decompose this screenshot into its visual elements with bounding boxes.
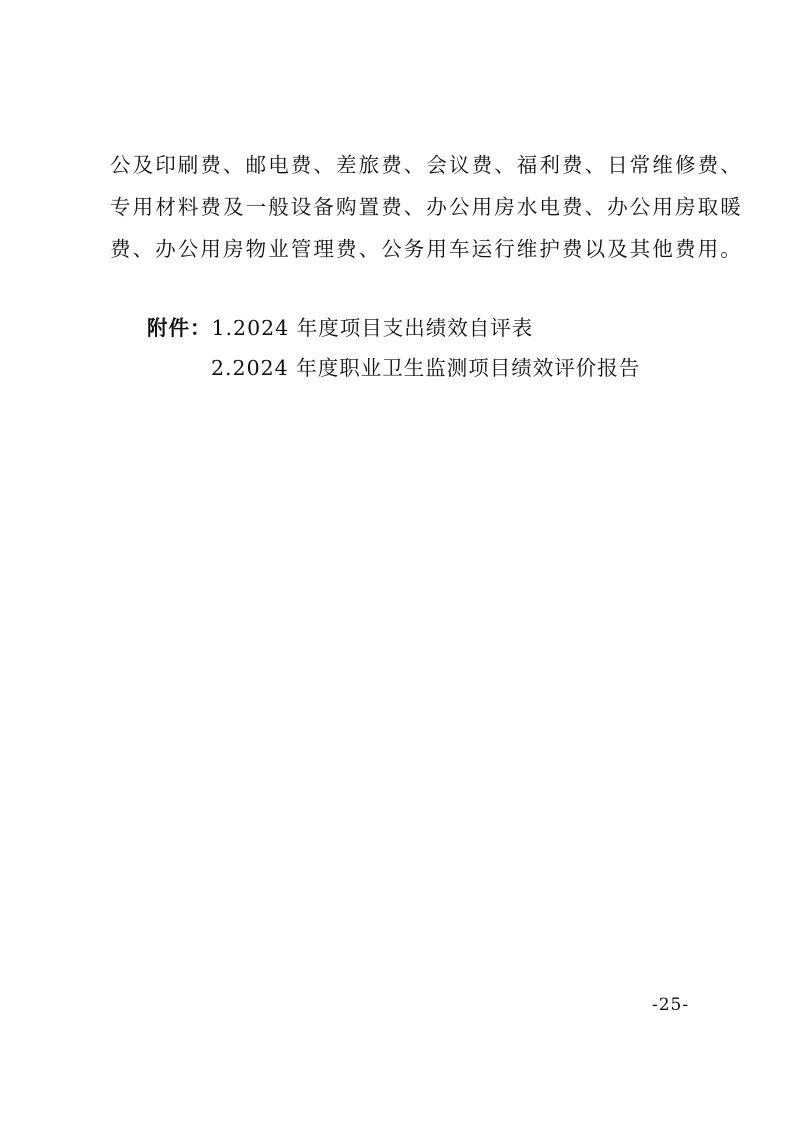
body-text-line-3: 费、办公用房物业管理费、公务用车运行维护费以及其他费用。 xyxy=(110,237,743,261)
attachment-label: 附件： xyxy=(147,316,212,340)
attachment-item-1: 1.2024 年度项目支出绩效自评表 xyxy=(211,316,534,340)
body-text-line-1: 公及印刷费、邮电费、差旅费、会议费、福利费、日常维修费、 xyxy=(110,153,743,177)
attachment-line-2 xyxy=(211,355,640,381)
attachment-line-1 xyxy=(147,315,533,341)
attachment-item-2: 2.2024 年度职业卫生监测项目绩效评价报告 xyxy=(211,356,641,380)
body-text-line-2: 专用材料费及一般设备购置费、办公用房水电费、办公用房取暖 xyxy=(110,195,743,219)
page-number: -25- xyxy=(652,995,690,1015)
